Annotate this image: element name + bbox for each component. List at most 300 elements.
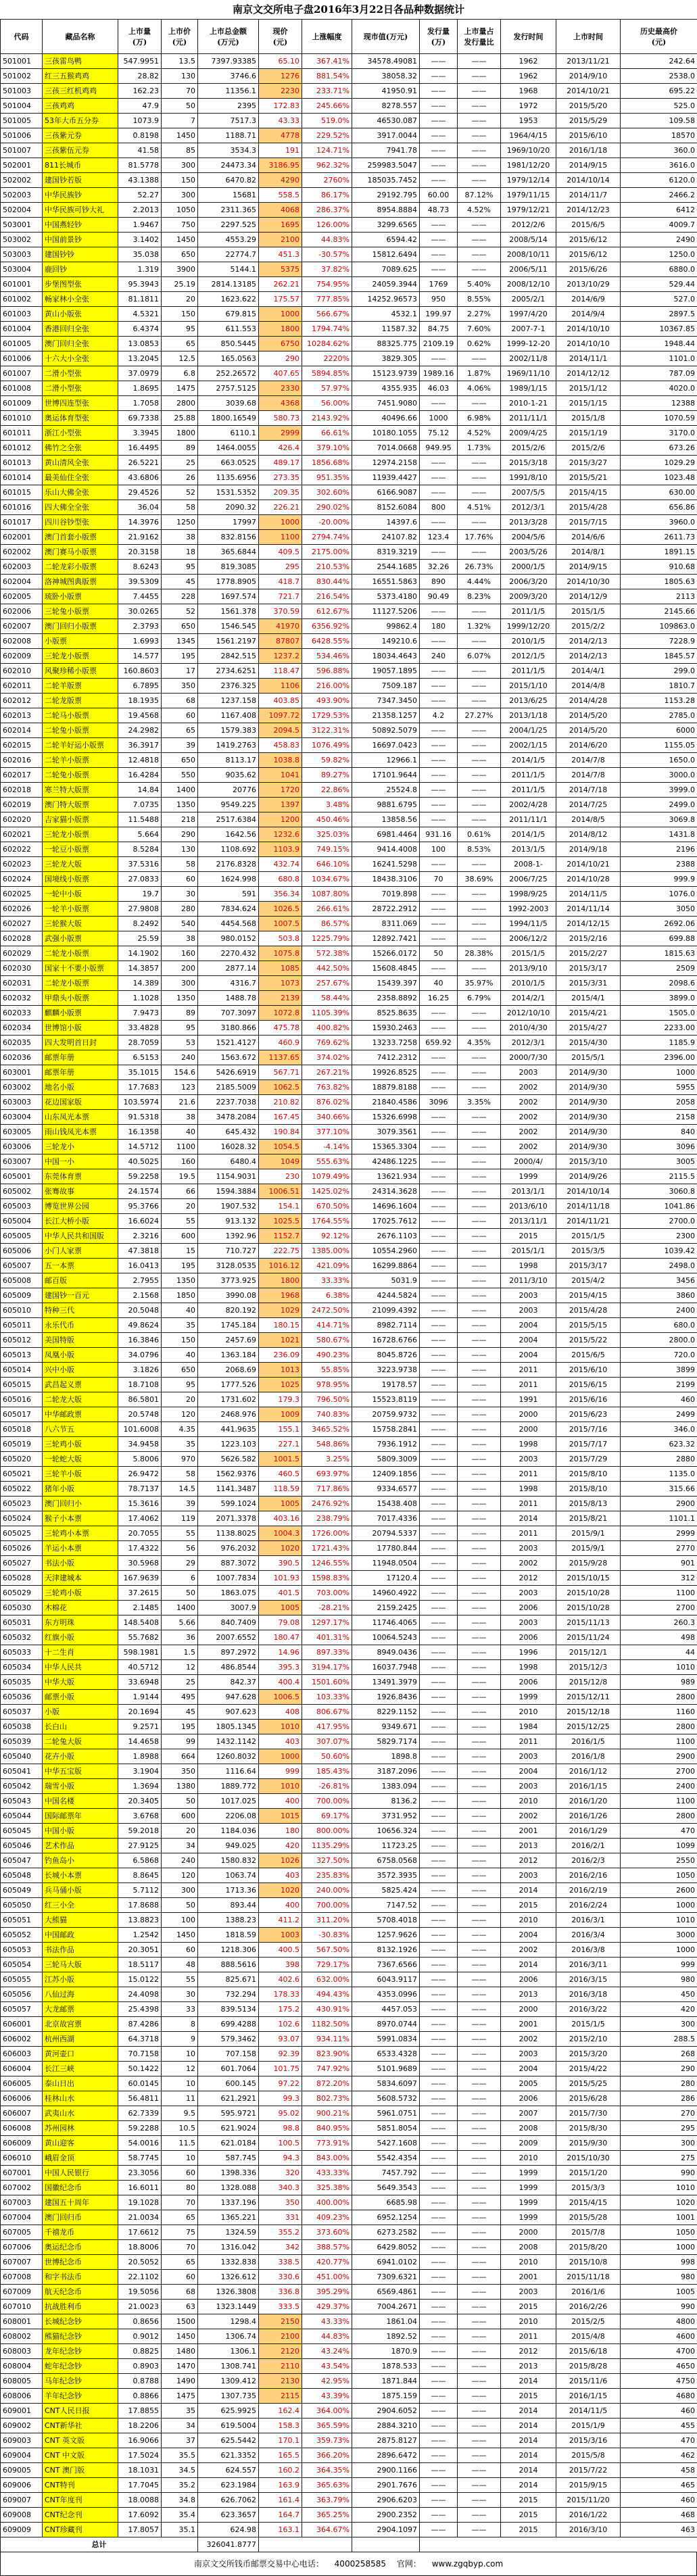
market-value-cell: 16728.6766 <box>352 1333 420 1348</box>
listed-total-cell: 2517.6384 <box>198 812 259 827</box>
name-cell: 千禧龙币 <box>43 2225 118 2240</box>
listed-price-cell: 56 <box>162 1541 198 1556</box>
table-row[interactable] <box>1 1839 697 1853</box>
table-row[interactable] <box>1 560 697 575</box>
table-row[interactable] <box>1 173 697 188</box>
table-row[interactable] <box>1 589 697 604</box>
table-row[interactable] <box>1 247 697 262</box>
code-cell: 501006 <box>1 128 43 143</box>
change-cell: 769.62% <box>302 1036 352 1050</box>
high-price-cell: 242.64 <box>621 54 697 69</box>
market-value-cell: 7509.187 <box>352 679 420 694</box>
listed-qty-cell: 17.7045 <box>118 2478 162 2493</box>
issue-date-cell: 2005/2/1 <box>501 292 556 307</box>
issue-qty-cell: —— <box>420 2419 458 2433</box>
table-row[interactable] <box>1 1497 697 1511</box>
change-cell: -30.83% <box>302 1928 352 1943</box>
issue-qty-cell: —— <box>420 1690 458 1705</box>
table-row[interactable] <box>1 1333 697 1348</box>
market-value-cell: 9334.6577 <box>352 1482 420 1497</box>
listed-price-cell: 350 <box>162 1764 198 1779</box>
market-value-cell: 16299.8864 <box>352 1259 420 1273</box>
change-cell: 216.00% <box>302 679 352 694</box>
listed-ratio-cell: —— <box>458 1080 501 1095</box>
listing-date-cell: 2016/2/1 <box>556 1839 621 1853</box>
table-row[interactable] <box>1 842 697 857</box>
listed-ratio-cell: —— <box>458 2285 501 2300</box>
table-row[interactable] <box>1 857 697 872</box>
listed-ratio-cell: 5.40% <box>458 277 501 292</box>
listed-price-cell: 35.2 <box>162 2478 198 2493</box>
listed-qty-cell: 0.8656 <box>118 2314 162 2329</box>
table-row[interactable] <box>1 2300 697 2314</box>
listed-qty-cell: 27.0833 <box>118 872 162 887</box>
table-row[interactable] <box>1 218 697 233</box>
table-row[interactable] <box>1 411 697 426</box>
table-row[interactable] <box>1 917 697 931</box>
table-row[interactable] <box>1 2329 697 2344</box>
table-row[interactable] <box>1 470 697 485</box>
issue-date-cell: 2014 <box>501 2419 556 2433</box>
table-row[interactable] <box>1 1169 697 1184</box>
table-row[interactable] <box>1 1273 697 1288</box>
listed-price-cell: 10 <box>162 2076 198 2091</box>
table-row[interactable] <box>1 2270 697 2285</box>
table-row[interactable] <box>1 2210 697 2225</box>
table-row[interactable] <box>1 1749 697 1764</box>
table-row[interactable] <box>1 783 697 798</box>
market-value-cell: 16551.5863 <box>352 575 420 589</box>
listing-date-cell: 2015/12/18 <box>556 1705 621 1720</box>
table-row[interactable] <box>1 575 697 589</box>
name-cell: 东莞体育票 <box>43 1169 118 1184</box>
table-row[interactable] <box>1 2002 697 2017</box>
table-row[interactable] <box>1 1140 697 1155</box>
code-cell: 607008 <box>1 2270 43 2285</box>
table-row[interactable] <box>1 1214 697 1229</box>
table-row[interactable] <box>1 2225 697 2240</box>
table-row[interactable] <box>1 1467 697 1482</box>
table-row[interactable] <box>1 1526 697 1541</box>
table-row[interactable] <box>1 1898 697 1913</box>
table-row[interactable] <box>1 1794 697 1809</box>
table-row[interactable] <box>1 991 697 1006</box>
table-row[interactable] <box>1 1036 697 1050</box>
table-row[interactable] <box>1 545 697 560</box>
table-row[interactable] <box>1 1675 697 1690</box>
table-row[interactable] <box>1 1913 697 1928</box>
market-value-cell: 2904.1097 <box>352 2523 420 2537</box>
market-value-cell: 20759.9732 <box>352 1407 420 1422</box>
table-row[interactable] <box>1 485 697 500</box>
market-value-cell: 16697.0423 <box>352 738 420 753</box>
table-row[interactable] <box>1 827 697 842</box>
change-cell: 365.25% <box>302 2508 352 2523</box>
code-cell: 602009 <box>1 649 43 664</box>
table-row[interactable] <box>1 2419 697 2433</box>
table-row[interactable] <box>1 961 697 976</box>
current-price-cell: 4290 <box>259 173 302 188</box>
table-row[interactable] <box>1 1065 697 1080</box>
change-cell: 777.85% <box>302 292 352 307</box>
table-row[interactable] <box>1 143 697 158</box>
table-row[interactable] <box>1 2463 697 2478</box>
issue-date-cell: 2000/1/5 <box>501 560 556 575</box>
table-row[interactable] <box>1 2166 697 2181</box>
table-row[interactable] <box>1 1720 697 1734</box>
market-value-cell: 6758.0568 <box>352 1853 420 1868</box>
table-row[interactable] <box>1 2195 697 2210</box>
table-row[interactable] <box>1 2448 697 2463</box>
table-row[interactable] <box>1 664 697 679</box>
table-row[interactable] <box>1 515 697 530</box>
listed-total-cell: 599.1024 <box>198 1497 259 1511</box>
table-row[interactable] <box>1 2032 697 2047</box>
listed-qty-cell: 13.2045 <box>118 351 162 366</box>
table-row[interactable] <box>1 2151 697 2166</box>
current-price-cell: 160.2 <box>259 2463 302 2478</box>
market-value-cell: 14252.96573 <box>352 292 420 307</box>
table-row[interactable] <box>1 1422 697 1437</box>
table-row[interactable] <box>1 1511 697 1526</box>
table-row[interactable] <box>1 753 697 768</box>
market-value-cell: 17025.7612 <box>352 1214 420 1229</box>
table-row[interactable] <box>1 931 697 946</box>
table-row[interactable] <box>1 158 697 173</box>
name-cell: 苏州园林 <box>43 2121 118 2136</box>
footer-site[interactable]: www.zgqbyp.com <box>432 2559 503 2569</box>
table-row[interactable] <box>1 887 697 902</box>
table-row[interactable] <box>1 1378 697 1392</box>
table-row[interactable] <box>1 1080 697 1095</box>
table-row[interactable] <box>1 292 697 307</box>
table-row[interactable] <box>1 2181 697 2195</box>
issue-date-cell: 2004 <box>501 1764 556 1779</box>
footer-bar <box>0 2552 697 2576</box>
listing-date-cell: 2015/9/30 <box>556 2136 621 2151</box>
table-row[interactable] <box>1 1050 697 1065</box>
name-cell: 峨眉金顶 <box>43 2151 118 2166</box>
table-row[interactable] <box>1 1928 697 1943</box>
high-price-cell: 630.00 <box>621 485 697 500</box>
table-row[interactable] <box>1 1601 697 1615</box>
table-row[interactable] <box>1 2433 697 2448</box>
table-row[interactable] <box>1 351 697 366</box>
table-row[interactable] <box>1 1764 697 1779</box>
table-row[interactable] <box>1 1199 697 1214</box>
current-price-cell: 680.8 <box>259 872 302 887</box>
table-row[interactable] <box>1 604 697 619</box>
listed-ratio-cell: —— <box>458 2448 501 2463</box>
table-row[interactable] <box>1 946 697 961</box>
table-row[interactable] <box>1 2508 697 2523</box>
listing-date-cell: 2015/2/2 <box>556 619 621 634</box>
listed-total-cell: 949.025 <box>198 1839 259 1853</box>
table-row[interactable] <box>1 188 697 203</box>
table-row[interactable] <box>1 337 697 351</box>
table-row[interactable] <box>1 2106 697 2121</box>
listed-total-cell: 1579.383 <box>198 723 259 738</box>
table-row[interactable] <box>1 1883 697 1898</box>
footer-org: 南京文交所钱币邮票交易中心电话： <box>194 2559 324 2569</box>
code-cell: 605049 <box>1 1883 43 1898</box>
table-row[interactable] <box>1 679 697 694</box>
table-row[interactable] <box>1 976 697 991</box>
table-row[interactable] <box>1 1021 697 1036</box>
listed-ratio-cell: 7.60% <box>458 322 501 337</box>
table-row[interactable] <box>1 1586 697 1601</box>
table-row[interactable] <box>1 277 697 292</box>
table-row[interactable] <box>1 1229 697 1244</box>
table-row[interactable] <box>1 2240 697 2255</box>
listing-date-cell: 2014/4/1 <box>556 664 621 679</box>
issue-date-cell: 2011 <box>501 1497 556 1511</box>
name-cell: 二轮龙小版票 <box>43 946 118 961</box>
listed-qty-cell: 49.8624 <box>118 1318 162 1333</box>
table-row[interactable] <box>1 1184 697 1199</box>
listed-total-cell: 11356.1 <box>198 84 259 99</box>
listed-ratio-cell: —— <box>458 2493 501 2508</box>
table-row[interactable] <box>1 1303 697 1318</box>
table-row[interactable] <box>1 84 697 99</box>
high-price-cell: 463 <box>621 2523 697 2537</box>
listed-qty-cell: 17.4062 <box>118 1511 162 1526</box>
high-price-cell: 4700 <box>621 2344 697 2359</box>
issue-date-cell: 2013/11/1 <box>501 1214 556 1229</box>
code-cell: 601005 <box>1 337 43 351</box>
table-row[interactable] <box>1 203 697 218</box>
table-row[interactable] <box>1 1318 697 1333</box>
table-row[interactable] <box>1 1437 697 1452</box>
code-cell: 602013 <box>1 708 43 723</box>
listed-qty-cell: 2.1485 <box>118 1601 162 1615</box>
table-row[interactable] <box>1 128 697 143</box>
table-row[interactable] <box>1 1958 697 1972</box>
listed-price-cell: 25.88 <box>162 411 198 426</box>
table-row[interactable] <box>1 456 697 470</box>
high-price-cell: 1160 <box>621 1705 697 1720</box>
table-row[interactable] <box>1 1006 697 1021</box>
table-row[interactable] <box>1 1571 697 1586</box>
table-row[interactable] <box>1 768 697 783</box>
table-row[interactable] <box>1 2121 697 2136</box>
issue-qty-cell: —— <box>420 604 458 619</box>
high-price-cell: 2900 <box>621 1749 697 1764</box>
table-row[interactable] <box>1 500 697 515</box>
listed-total-cell: 6110.1 <box>198 426 259 441</box>
table-row[interactable] <box>1 1972 697 1987</box>
issue-qty-cell: —— <box>420 128 458 143</box>
current-price-cell: 418.7 <box>259 575 302 589</box>
table-row[interactable] <box>1 426 697 441</box>
table-row[interactable] <box>1 1288 697 1303</box>
table-row[interactable] <box>1 54 697 69</box>
listed-qty-cell: 16.6024 <box>118 1214 162 1229</box>
code-cell: 503004 <box>1 262 43 277</box>
table-row[interactable] <box>1 2091 697 2106</box>
total-row <box>1 2537 697 2552</box>
code-cell: 601004 <box>1 322 43 337</box>
issue-date-cell: 2010 <box>501 1794 556 1809</box>
listed-ratio-cell: —— <box>458 1511 501 1526</box>
table-row[interactable] <box>1 1110 697 1125</box>
listed-price-cell: 12 <box>162 1660 198 1675</box>
listed-total-cell: 887.3072 <box>198 1556 259 1571</box>
listed-total-cell: 1306.74 <box>198 2329 259 2344</box>
table-row[interactable] <box>1 1363 697 1378</box>
table-row[interactable] <box>1 1615 697 1630</box>
listed-ratio-cell: —— <box>458 1972 501 1987</box>
table-row[interactable] <box>1 1452 697 1467</box>
table-row[interactable] <box>1 649 697 664</box>
table-row[interactable] <box>1 1407 697 1422</box>
table-row[interactable] <box>1 2017 697 2032</box>
listing-date-cell: 2015/1/19 <box>556 426 621 441</box>
table-row[interactable] <box>1 396 697 411</box>
table-row[interactable] <box>1 1244 697 1259</box>
table-row[interactable] <box>1 2389 697 2404</box>
table-row[interactable] <box>1 2374 697 2389</box>
issue-date-cell: 2008 <box>501 2240 556 2255</box>
table-row[interactable] <box>1 2076 697 2091</box>
table-row[interactable] <box>1 812 697 827</box>
high-price-cell: 2600 <box>621 1883 697 1898</box>
table-row[interactable] <box>1 1779 697 1794</box>
table-row[interactable] <box>1 1868 697 1883</box>
table-row[interactable] <box>1 1987 697 2002</box>
table-row[interactable] <box>1 1943 697 1958</box>
table-row[interactable] <box>1 694 697 708</box>
listed-total-cell: 1889.772 <box>198 1779 259 1794</box>
code-cell: 607007 <box>1 2255 43 2270</box>
table-row[interactable] <box>1 233 697 247</box>
table-row[interactable] <box>1 1259 697 1273</box>
change-cell: 572.38% <box>302 946 352 961</box>
table-row[interactable] <box>1 872 697 887</box>
table-row[interactable] <box>1 1155 697 1169</box>
table-row[interactable] <box>1 381 697 396</box>
issue-qty-cell: —— <box>420 1958 458 1972</box>
code-cell: 601015 <box>1 485 43 500</box>
table-row[interactable] <box>1 1824 697 1839</box>
table-row[interactable] <box>1 307 697 322</box>
issue-qty-cell: —— <box>420 1392 458 1407</box>
name-cell: 二轮羊版票 <box>43 679 118 694</box>
change-cell: 494.43% <box>302 1987 352 2002</box>
table-row[interactable] <box>1 1125 697 1140</box>
listing-date-cell: 2016/3/10 <box>556 2523 621 2537</box>
table-row[interactable] <box>1 2314 697 2329</box>
table-row[interactable] <box>1 2523 697 2537</box>
table-row[interactable] <box>1 738 697 753</box>
table-row[interactable] <box>1 114 697 128</box>
code-cell: 605029 <box>1 1586 43 1601</box>
table-row[interactable] <box>1 1348 697 1363</box>
table-row[interactable] <box>1 1482 697 1497</box>
listed-qty-cell: 5.664 <box>118 827 162 842</box>
table-row[interactable] <box>1 1095 697 1110</box>
table-row[interactable] <box>1 530 697 545</box>
issue-qty-cell: —— <box>420 931 458 946</box>
listed-qty-cell: 39.5309 <box>118 575 162 589</box>
table-row[interactable] <box>1 902 697 917</box>
table-row[interactable] <box>1 2285 697 2300</box>
table-row[interactable] <box>1 2062 697 2076</box>
table-row[interactable] <box>1 1556 697 1571</box>
table-row[interactable] <box>1 2493 697 2508</box>
listed-qty-cell: 47.9 <box>118 99 162 114</box>
table-row[interactable] <box>1 2136 697 2151</box>
table-row[interactable] <box>1 1809 697 1824</box>
listed-ratio-cell: —— <box>458 173 501 188</box>
high-price-cell: 1100 <box>621 1586 697 1601</box>
table-row[interactable] <box>1 2255 697 2270</box>
table-row[interactable] <box>1 99 697 114</box>
listed-total-cell: 621.2921 <box>198 2091 259 2106</box>
table-row[interactable] <box>1 1734 697 1749</box>
listed-price-cell: 12 <box>162 2062 198 2076</box>
market-value-cell: 19057.1895 <box>352 664 420 679</box>
change-cell: 900.21% <box>302 2106 352 2121</box>
table-row[interactable] <box>1 2478 697 2493</box>
table-row[interactable] <box>1 366 697 381</box>
table-row[interactable] <box>1 2404 697 2419</box>
table-row[interactable] <box>1 322 697 337</box>
current-price-cell: 350 <box>259 2195 302 2210</box>
high-price-cell: 3050 <box>621 902 697 917</box>
table-row[interactable] <box>1 723 697 738</box>
listed-qty-cell: 0.8866 <box>118 2389 162 2404</box>
table-row[interactable] <box>1 1630 697 1645</box>
table-row[interactable] <box>1 1853 697 1868</box>
table-row[interactable] <box>1 1645 697 1660</box>
table-row[interactable] <box>1 69 697 84</box>
current-price-cell: 5375 <box>259 262 302 277</box>
table-row[interactable] <box>1 441 697 456</box>
table-row[interactable] <box>1 262 697 277</box>
code-cell: 605007 <box>1 1259 43 1273</box>
listed-total-cell: 1745.184 <box>198 1318 259 1333</box>
table-row[interactable] <box>1 2047 697 2062</box>
code-cell: 603004 <box>1 1110 43 1125</box>
table-row[interactable] <box>1 798 697 812</box>
issue-date-cell: 1972 <box>501 99 556 114</box>
listed-total-cell: 1138.8025 <box>198 1526 259 1541</box>
code-cell: 605022 <box>1 1482 43 1497</box>
table-row[interactable] <box>1 619 697 634</box>
table-row[interactable] <box>1 2344 697 2359</box>
table-row[interactable] <box>1 634 697 649</box>
code-cell: 602004 <box>1 575 43 589</box>
table-row[interactable] <box>1 1541 697 1556</box>
listed-price-cell: 38 <box>162 931 198 946</box>
listed-ratio-cell: —— <box>458 143 501 158</box>
table-row[interactable] <box>1 2359 697 2374</box>
table-row[interactable] <box>1 1705 697 1720</box>
listed-qty-cell: 58.7745 <box>118 2151 162 2166</box>
table-row[interactable] <box>1 1660 697 1675</box>
current-price-cell: 1073 <box>259 976 302 991</box>
table-row[interactable] <box>1 1392 697 1407</box>
listed-qty-cell: 52.27 <box>118 188 162 203</box>
listing-date-cell: 2015/6/10 <box>556 128 621 143</box>
listed-total-cell: 6480.4 <box>198 1155 259 1169</box>
table-row[interactable] <box>1 1690 697 1705</box>
listed-qty-cell: 598.1981 <box>118 1645 162 1660</box>
table-row[interactable] <box>1 708 697 723</box>
high-price-cell: 312 <box>621 1571 697 1586</box>
name-cell: 花边国家版 <box>43 1095 118 1110</box>
